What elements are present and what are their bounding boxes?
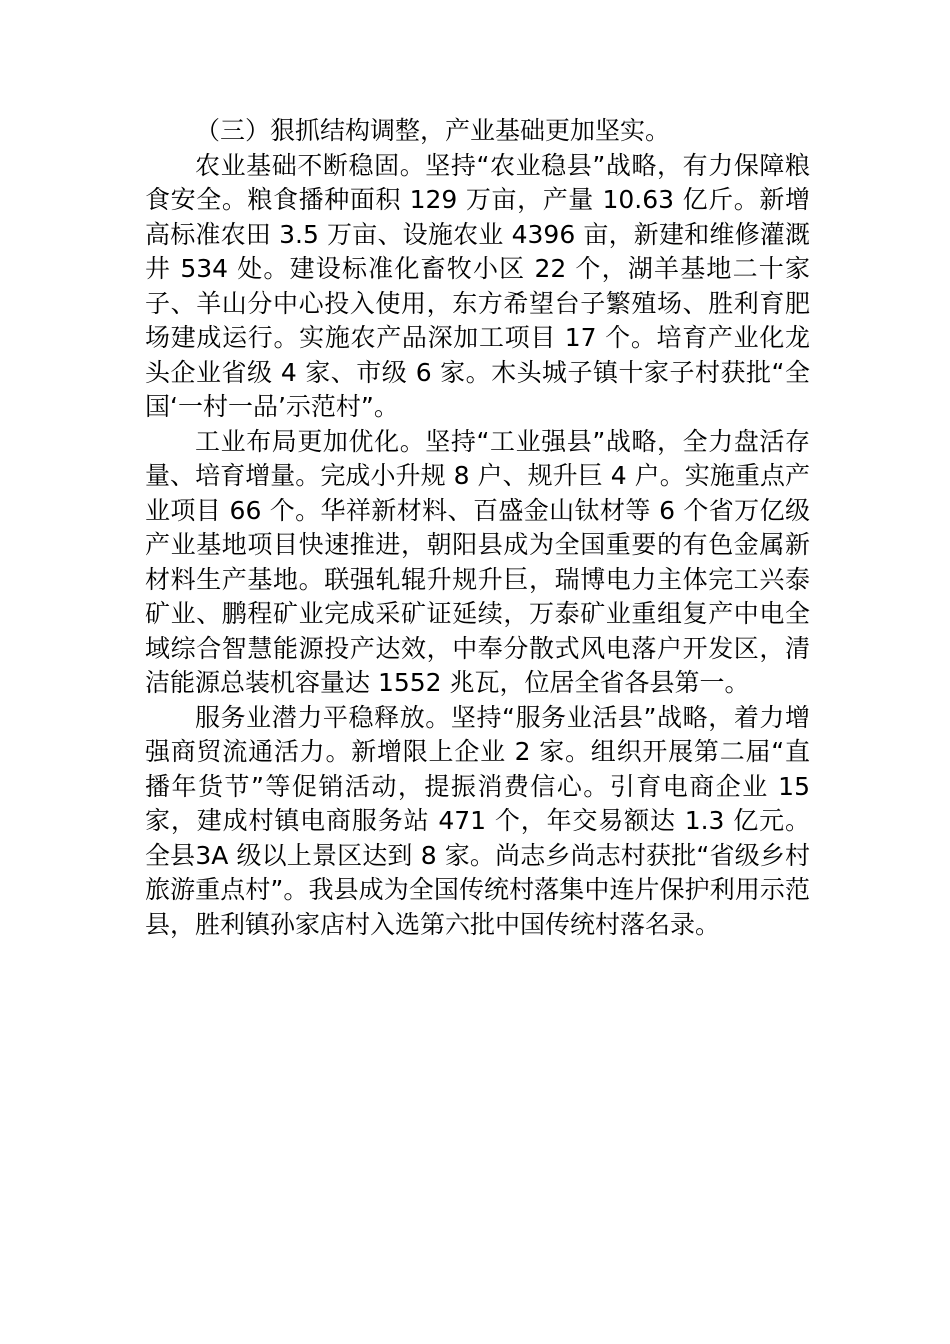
section-heading: （三）狠抓结构调整，产业基础更加坚实。 [195, 116, 671, 145]
paragraph-industry: 工业布局更加优化。坚持“工业强县”战略，全力盘活存量、培育增量。完成小升规 8 户、规升巨 4 户。实施重点产业项目 66 个。华祥新材料、百盛金山钛材等 6 个省万亿级产业基地项目快速推进，朝阳县成为全国重要的有色金属新材料生产基地。联强轧辊升规升巨，瑞博电力主体完工兴泰矿业、鹏程矿业完成采矿证延续，万泰矿业重组复产中电全域综合智慧能源投产达效，中奉分散式风电落户开发区，清洁能源总装机容量达 1552 兆瓦，位居全省各县第一。 [145, 426, 810, 697]
paragraph-agriculture: 农业基础不断稳固。坚持“农业稳县”战略，有力保障粮食安全。粮食播种面积 129 万亩，产量 10.63 亿斤。新增高标准农田 3.5 万亩、设施农业 4396 亩，新建和维修灌溉井 534 处。建设标准化畜牧小区 22 个，湖羊基地二十家子、羊山分中心投入使用，东方希望台子繁殖场、胜利育肥场建成运行。实施农产品深加工项目 17 个。培育产业化龙头企业省级 4 家、市级 6 家。木头城子镇十家子村获批“全国‘一村一品’示范村”。 [145, 150, 810, 421]
paragraph-services: 服务业潜力平稳释放。坚持“服务业活县”战略，着力增强商贸流通活力。新增限上企业 2 家。组织开展第二届“直播年货节”等促销活动，提振消费信心。引育电商企业 15 家，建成村镇电商服务站 471 个，年交易额达 1.3 亿元。全县3A 级以上景区达到 8 家。尚志乡尚志村获批“省级乡村旅游重点村”。我县成为全国传统村落集中连片保护利用示范县，胜利镇孙家店村入选第六批中国传统村落名录。 [145, 702, 810, 939]
document-body [145, 114, 810, 942]
